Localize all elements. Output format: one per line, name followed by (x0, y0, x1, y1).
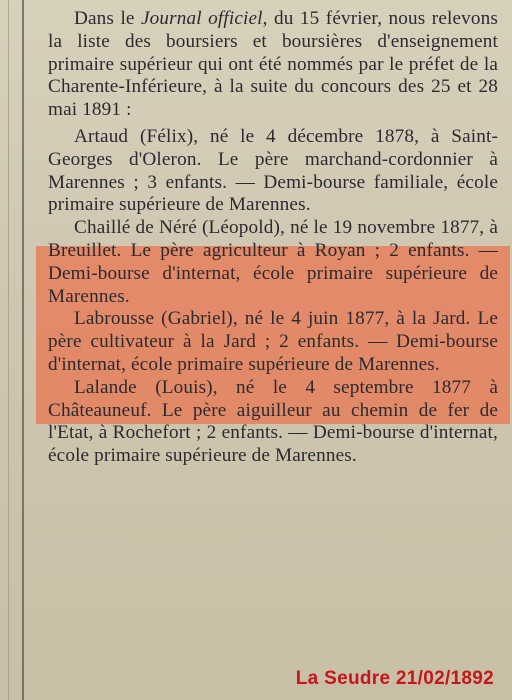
intro-before: Dans le (74, 8, 141, 29)
entry-artaud: Artaud (Félix), né le 4 décembre 1878, à Saint-Georges d'Oleron. Le père marchand-cordonnier à Marennes ; 3 enfants. — Demi-bourse familiale, école primaire supérieure de Marennes. (48, 125, 498, 216)
column-rule (22, 0, 24, 700)
intro-paragraph (48, 8, 498, 122)
entry-labrousse: Labrousse (Gabriel), né le 4 juin 1877, à la Jard. Le père cultivateur à la Jard ; 2 enfants. — Demi-bourse d'internat, école primaire supérieure de Marennes. (48, 308, 498, 375)
intro-after: , du 15 février, nous relevons la liste des boursiers et boursières d'enseignement primaire supérieur qui ont été nommés par le préfet de la Charente-Inférieure, à la suite du concours des 25 et 28 mai 1891 : (48, 8, 499, 121)
entry-lalande: Lalande (Louis), né le 4 septembre 1877 à Châteauneuf. Le père aiguilleur au chemin de fer de l'Etat, à Rochefort ; 2 enfants. — Demi-bourse d'internat, école primaire supérieure de Marennes. (48, 376, 498, 467)
column-rule-outer (8, 0, 9, 700)
source-credit: La Seudre 21/02/1892 (295, 668, 494, 689)
article-body (48, 8, 498, 468)
journal-name: Journal officiel (141, 8, 263, 29)
entry-chaille-de-nere: Chaillé de Néré (Léopold), né le 19 novembre 1877, à Breuillet. Le père agriculteur à Royan ; 2 enfants. — Demi-bourse d'internat, école primaire supérieure de Marennes. (48, 217, 498, 307)
